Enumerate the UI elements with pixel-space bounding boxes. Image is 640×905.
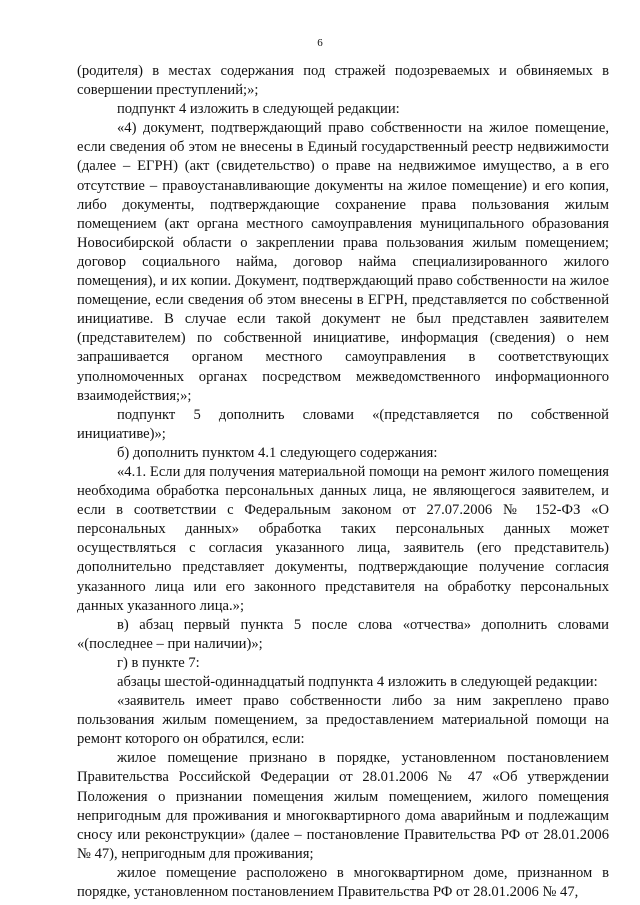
- paragraph: «заявитель имеет право собственности либо за ним закреплено право пользования жилым помещением, за предоставлением материальной помощи на ремонт которого он обратился, если:: [77, 693, 609, 748]
- paragraph: жилое помещение признано в порядке, установленном постановлением Правительства Российской Федерации от 28.01.2006 № 47 «Об утверждении Положения о признании помещения жилым помещением, жилого помещения непригодным для проживания и многоквартирного дома аварийным и подлежащим сносу или реконструкции» (далее – постановление Правительства РФ от 28.01.2006 № 47), непригодным для проживания;: [77, 750, 609, 862]
- paragraph: б) дополнить пунктом 4.1 следующего содержания:: [117, 444, 438, 461]
- paragraph: абзацы шестой-одиннадцатый подпункта 4 изложить в следующей редакции:: [117, 674, 598, 690]
- page-number: 6: [317, 37, 323, 49]
- paragraph: подпункт 4 изложить в следующей редакции:: [117, 101, 400, 118]
- paragraph: г) в пункте 7:: [117, 654, 200, 671]
- paragraph: (родителя) в местах содержания под стражей подозреваемых и обвиняемых в совершении преступлений;»;: [77, 63, 609, 99]
- paragraph: «4) документ, подтверждающий право собственности на жилое помещение, если сведения об этом не внесены в Единый государственный реестр недвижимости (далее – ЕГРН) (акт (свидетельство) о праве на недвижимое имущество, а в его отсутствие – правоустанавливающие документы на жилое помещение) и его копия, либо документы, подтверждающие сохранение права пользования жилым помещением (акт органа местного самоуправления муниципального образования Новосибирской области о закреплении права пользования жилым помещением; договор социального найма, договор найма специализированного жилого помещения), и их копии. Документ, подтверждающий право собственности на жилое помещение, если сведения об этом внесены в ЕГРН, представляется по собственной инициативе. В случае если такой документ не был представлен заявителем (представителем) по собственной инициативе, информация (сведения) о нем запрашивается органом местного самоуправления в соответствующих уполномоченных органах посредством межведомственного информационного взаимодействия;»;: [77, 120, 609, 404]
- document-body: [77, 62, 609, 902]
- paragraph: подпункт 5 дополнить словами «(представляется по собственной инициативе)»;: [77, 406, 609, 442]
- paragraph: жилое помещение расположено в многоквартирном доме, признанном в порядке, установленном постановлением Правительства РФ от 28.01.2006 № 47,: [77, 864, 609, 901]
- paragraph: «4.1. Если для получения материальной помощи на ремонт жилого помещения необходима обработка персональных данных лица, не являющегося заявителем, и если в соответствии с Федеральным законом от 27.07.2006 № 152-ФЗ «О персональных данных» обработка таких персональных данных может осуществляться с согласия указанного лица, заявитель (его представитель) дополнительно представляет документы, подтверждающие получение согласия указанного лица или его законного представителя на обработку персональных данных указанного лица.»;: [77, 463, 609, 614]
- paragraph: в) абзац первый пункта 5 после слова «отчества» дополнить словами «(последнее – при наличии)»;: [77, 616, 609, 652]
